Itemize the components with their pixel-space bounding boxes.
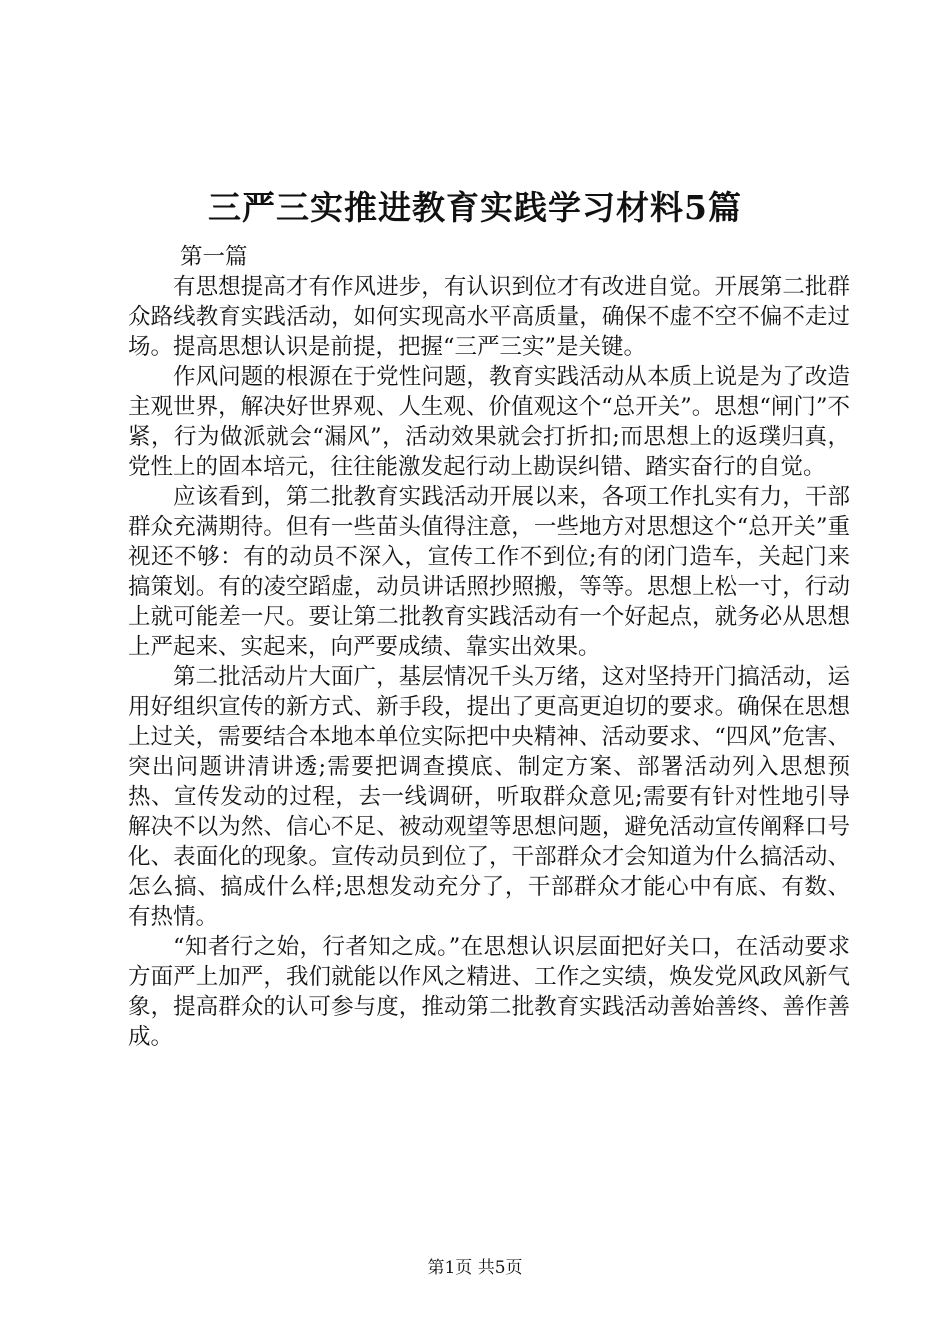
paragraph: 作风问题的根源在于党性问题，教育实践活动从本质上说是为了改造主观世界，解决好世界观、人生观、价值观这个“总开关”。思想“闸门”不紧，行为做派就会“漏风”，活动效果就会打折扣;而思想上的返璞归真，党性上的固本培元，往往能激发起行动上勘误纠错、踏实奋行的自觉。 [128, 364, 850, 480]
document-body [128, 242, 850, 1052]
paragraph: 应该看到，第二批教育实践活动开展以来，各项工作扎实有力，干部群众充满期待。但有一些苗头值得注意，一些地方对思想这个“总开关”重视还不够：有的动员不深入，宣传工作不到位;有的闭门造车，关起门来搞策划。有的凌空蹈虚，动员讲话照抄照搬，等等。思想上松一寸，行动上就可能差一尺。要让第二批教育实践活动有一个好起点，就务必从思想上严起来、实起来，向严要成绩、靠实出效果。 [128, 484, 850, 660]
paragraph: “知者行之始，行者知之成。”在思想认识层面把好关口，在活动要求方面严上加严，我们就能以作风之精进、工作之实绩，焕发党风政风新气象，提高群众的认可参与度，推动第二批教育实践活动善始善终、善作善成。 [128, 934, 850, 1050]
paragraph: 第二批活动片大面广，基层情况千头万绪，这对坚持开门搞活动，运用好组织宣传的新方式、新手段，提出了更高更迫切的要求。确保在思想上过关，需要结合本地本单位实际把中央精神、活动要求、“四风”危害、突出问题讲清讲透;需要把调查摸底、制定方案、部署活动列入思想预热、宣传发动的过程，去一线调研，听取群众意见;需要有针对性地引导解决不以为然、信心不足、被动观望等思想问题，避免活动宣传阐释口号化、表面化的现象。宣传动员到位了，干部群众才会知道为什么搞活动、怎么搞、搞成什么样;思想发动充分了，干部群众才能心中有底、有数、有热情。 [128, 664, 850, 930]
document-title: 三严三实推进教育实践学习材料5篇 [208, 188, 742, 227]
page-number-footer: 第1页 共5页 [427, 1258, 523, 1278]
paragraph: 有思想提高才有作风进步，有认识到位才有改进自觉。开展第二批群众路线教育实践活动，如何实现高水平高质量，确保不虚不空不偏不走过场。提高思想认识是前提，把握“三严三实”是关键。 [128, 274, 850, 360]
section-heading: 第一篇 [180, 244, 248, 270]
